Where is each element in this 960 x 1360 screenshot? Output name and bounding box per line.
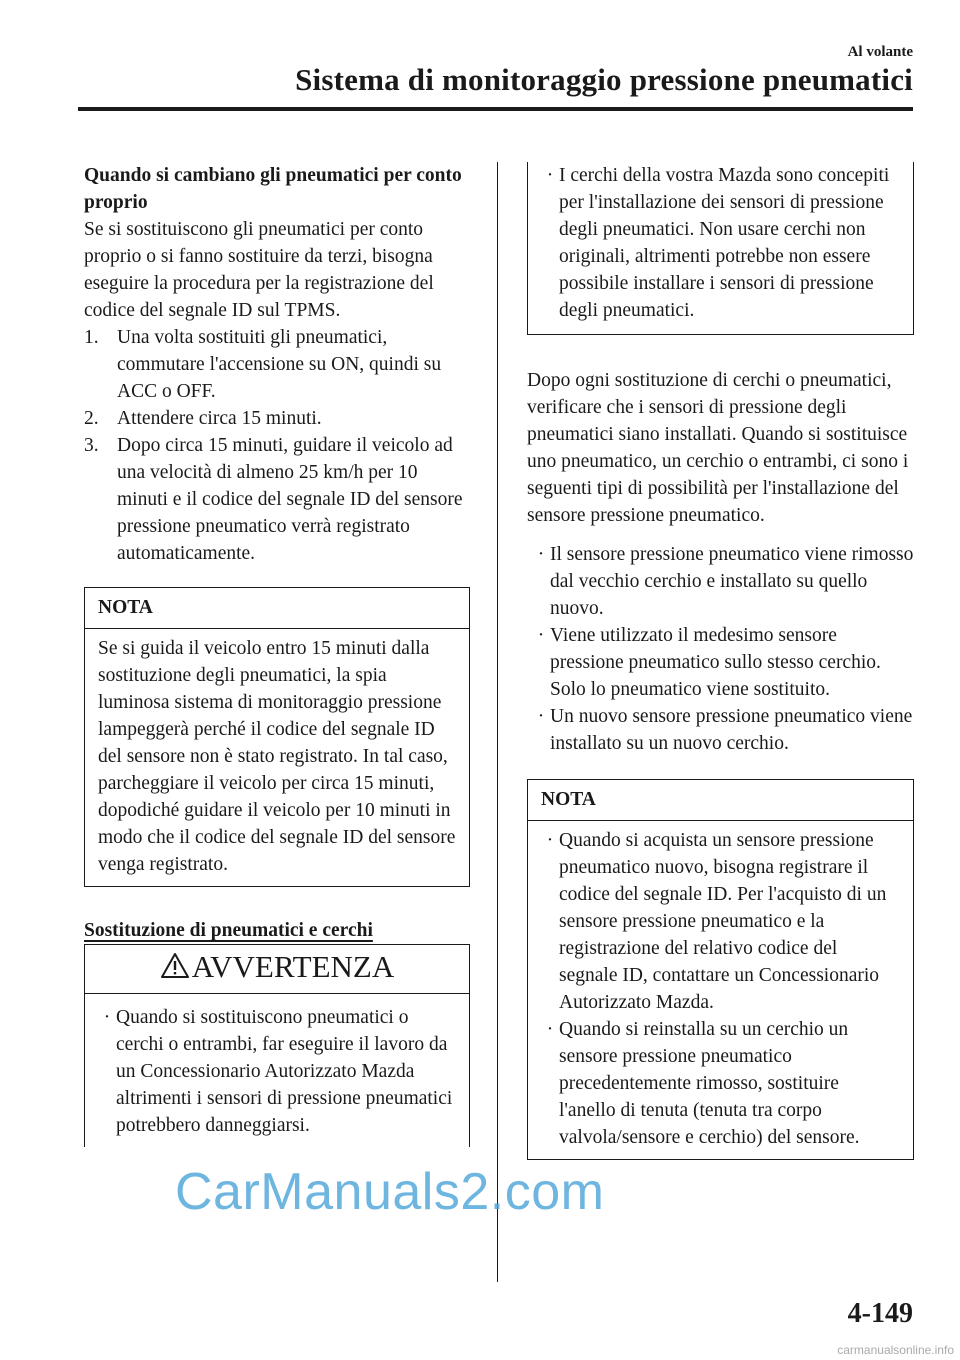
bullet-glyph: · [546,830,554,851]
section-heading: Sostituzione di pneumatici e cerchi [84,920,373,941]
bullet-glyph: · [537,544,545,565]
header-rule [78,107,913,111]
bullet-glyph: · [546,165,554,186]
section-label: Al volante [847,44,913,60]
note-item-text: Quando si reinstalla su un cerchio un sensore pressione pneumatico precedentemente rimosso, sostituire l'anello di tenuta (tenuta tra corpo valvola/sensore e cerchio) del sensore. [559,1019,860,1148]
list-text: Un nuovo sensore pressione pneumatico viene installato su un nuovo cerchio. [550,706,913,754]
list-item [532,703,914,757]
bullet-glyph: · [537,706,545,727]
list-item [532,622,914,703]
step-item [84,405,470,432]
bullet-glyph: · [537,625,545,646]
note-box [527,779,914,1160]
warning-item [98,1004,456,1139]
note-heading: NOTA [528,780,913,821]
bullet-glyph: · [546,1019,554,1040]
step-text: Attendere circa 15 minuti. [117,408,322,429]
list-text: Viene utilizzato il medesimo sensore pressione pneumatico sullo stesso cerchio. Solo lo pneumatico viene sostituito. [550,625,881,700]
warning-heading [85,945,469,994]
step-number: 3. [84,435,99,456]
warning-triangle-icon [160,952,190,979]
step-text: Una volta sostituiti gli pneumatici, commutare l'accensione su ON, quindi su ACC o OFF. [117,327,442,402]
warning-box-continued [527,162,914,335]
step-number: 2. [84,408,99,429]
warning-item [541,162,900,324]
step-text: Dopo circa 15 minuti, guidare il veicolo ad una velocità di almeno 25 km/h per 10 minuti e il codice del segnale ID del sensore pressione pneumatico verrà registrato automaticamente. [117,435,463,564]
page-title: Sistema di monitoraggio pressione pneumatici [295,62,913,97]
note-item [541,1016,900,1151]
warning-body [85,994,469,1147]
list-item [532,541,914,622]
note-body [528,821,913,1159]
procedure-steps [84,324,470,567]
watermark: CarManuals2.com [175,1163,605,1221]
note-box [84,587,470,887]
note-heading: NOTA [85,588,469,629]
step-item [84,324,470,405]
column-divider [497,162,498,1282]
list-text: Il sensore pressione pneumatico viene rimosso dal vecchio cerchio e installato su quello nuovo. [550,544,914,619]
subheading: Quando si cambiano gli pneumatici per conto proprio [84,165,462,213]
install-options-list [527,541,914,757]
body-paragraph: Dopo ogni sostituzione di cerchi o pneumatici, verificare che i sensori di pressione degli pneumatici siano installati. Quando si sostituisce uno pneumatico, un cerchio o entrambi, ci sono i seguenti tipi di possibilità per l'installazione del sensore pressione pneumatico. [527,370,909,526]
warning-box [84,944,470,1147]
note-text: Se si guida il veicolo entro 15 minuti dalla sostituzione degli pneumatici, la spia luminosa sistema di monitoraggio pressione lampeggerà perché il codice del segnale ID del sensore non è stato registrato. In tal caso, parcheggiare il veicolo per circa 15 minuti, dopodiché guidare il veicolo per 10 minuti in modo che il codice del segnale ID del sensore venga registrato. [98,638,456,875]
note-item-text: Quando si acquista un sensore pressione pneumatico nuovo, bisogna registrare il codice del segnale ID. Per l'acquisto di un sensore pressione pneumatico e la registrazione del relativo codice del segnale ID, contattare un Concessionario Autorizzato Mazda. [559,830,887,1013]
intro-paragraph: Se si sostituiscono gli pneumatici per conto proprio o si fanno sostituire da terzi, bisogna eseguire la procedura per la registrazione del codice del segnale ID sul TPMS. [84,219,434,321]
warning-text: Quando si sostituiscono pneumatici o cerchi o entrambi, far eseguire il lavoro da un Concessionario Autorizzato Mazda altrimenti i sensori di pressione pneumatici potrebbero danneggiarsi. [116,1007,453,1136]
note-item [541,827,900,1016]
footer-watermark: carmanualsonline.info [837,1343,954,1357]
left-column [84,162,470,1147]
warning-heading-label: AVVERTENZA [191,949,395,984]
step-item [84,432,470,567]
step-number: 1. [84,327,99,348]
warning-text: I cerchi della vostra Mazda sono concepiti per l'installazione dei sensori di pressione degli pneumatici. Non usare cerchi non originali, altrimenti potrebbe non essere possibile installare i sensori di pressione degli pneumatici. [559,165,890,321]
page-number: 4-149 [847,1298,913,1329]
bullet-glyph: · [103,1007,111,1028]
right-column [527,162,914,1160]
